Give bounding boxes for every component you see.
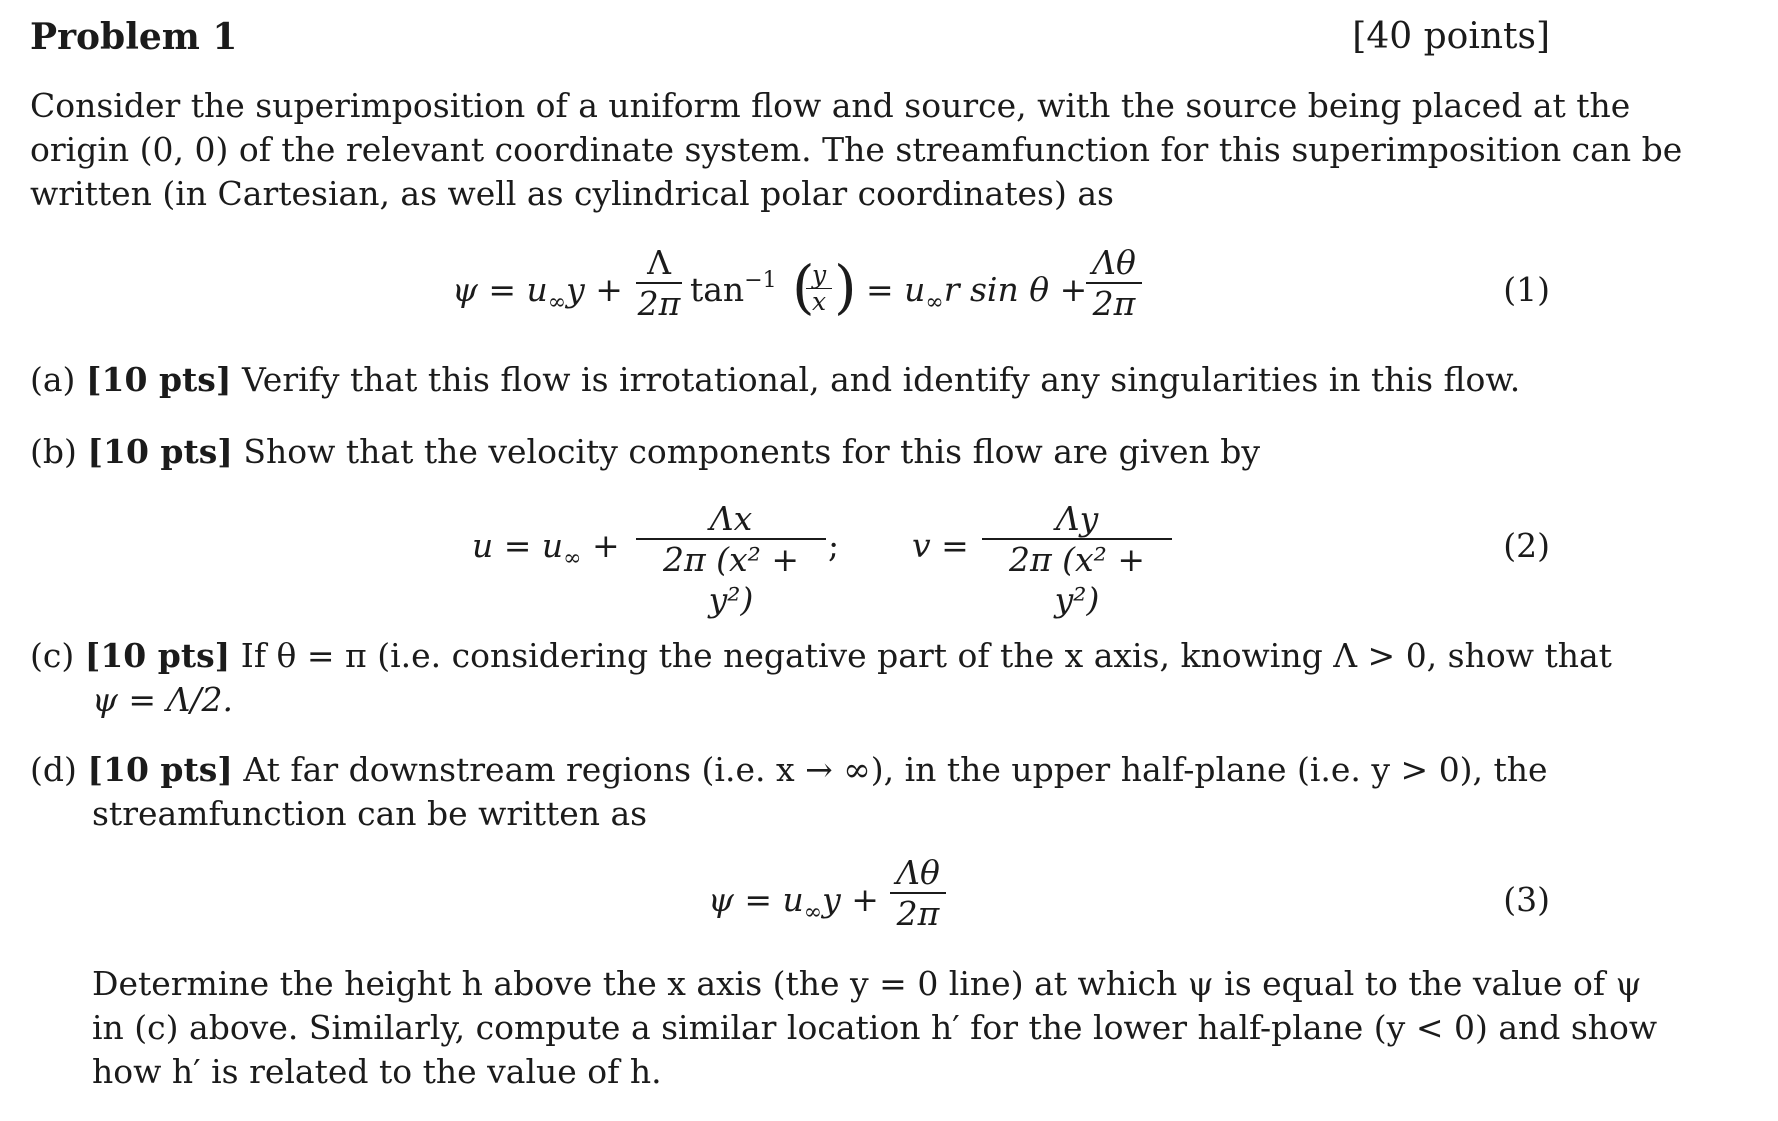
part-a: (a) [10 pts] Verify that this flow is irrotational, and identify any singularities in this flow.	[30, 360, 1521, 399]
part-c-line-2: ψ = Λ/2.	[92, 680, 233, 719]
intro-line-1: Consider the superimposition of a uniform flow and source, with the source being placed at the	[30, 86, 1631, 125]
eq2-v-lhs: v =	[912, 526, 969, 565]
eq3-fraction: Λθ 2π	[890, 854, 946, 934]
eq1-inner-frac-y-over-x: y x	[806, 262, 832, 315]
eq3-lhs: $\psi = u_\infty y$ +	[708, 880, 879, 925]
part-d-line-2: streamfunction can be written as	[92, 794, 648, 833]
eq1-number: (1)	[1503, 270, 1550, 309]
part-c-line-1: (c) [10 pts] If θ = π (i.e. considering the negative part of the x axis, knowing Λ > 0, show that	[30, 636, 1612, 675]
eq2-u-fraction: Λx 2π (x² + y²)	[636, 500, 826, 620]
eq1-tan: $\tan^{-1}$	[690, 268, 777, 309]
eq1-middle: = $u_\infty r$ sin θ +	[866, 270, 1088, 315]
eq2-separator: ;	[828, 526, 840, 565]
eq2-v-fraction: Λy 2π (x² + y²)	[982, 500, 1172, 620]
eq1-frac-lambda-theta-over-2pi: Λθ 2π	[1086, 244, 1142, 324]
eq1-right-paren: )	[834, 253, 857, 321]
eq2-number: (2)	[1503, 526, 1550, 565]
part-b: (b) [10 pts] Show that the velocity components for this flow are given by	[30, 432, 1261, 471]
eq1-lhs: $\psi = u_\infty y$ +	[452, 270, 623, 315]
problem-points: [40 points]	[1352, 16, 1550, 57]
eq1-frac-lambda-over-2pi: Λ 2π	[637, 243, 681, 323]
part-d-line-1: (d) [10 pts] At far downstream regions (i.e. x → ∞), in the upper half-plane (i.e. y > 0), the	[30, 750, 1548, 789]
eq1-left-paren: (	[792, 253, 815, 321]
eq3-number: (3)	[1503, 880, 1550, 919]
conclusion-line-2: in (c) above. Similarly, compute a similar location h′ for the lower half-plane (y < 0) and show	[92, 1008, 1658, 1047]
problem-title: Problem 1	[30, 16, 238, 58]
conclusion-line-1: Determine the height h above the x axis (the y = 0 line) at which ψ is equal to the value of ψ	[92, 964, 1642, 1003]
conclusion-line-3: how h′ is related to the value of h.	[92, 1052, 662, 1091]
eq2-u-lhs: $u = u_\infty$ +	[472, 526, 620, 571]
intro-line-3: written (in Cartesian, as well as cylindrical polar coordinates) as	[30, 174, 1114, 213]
intro-line-2: origin (0, 0) of the relevant coordinate system. The streamfunction for this superimposition can be	[30, 130, 1683, 169]
